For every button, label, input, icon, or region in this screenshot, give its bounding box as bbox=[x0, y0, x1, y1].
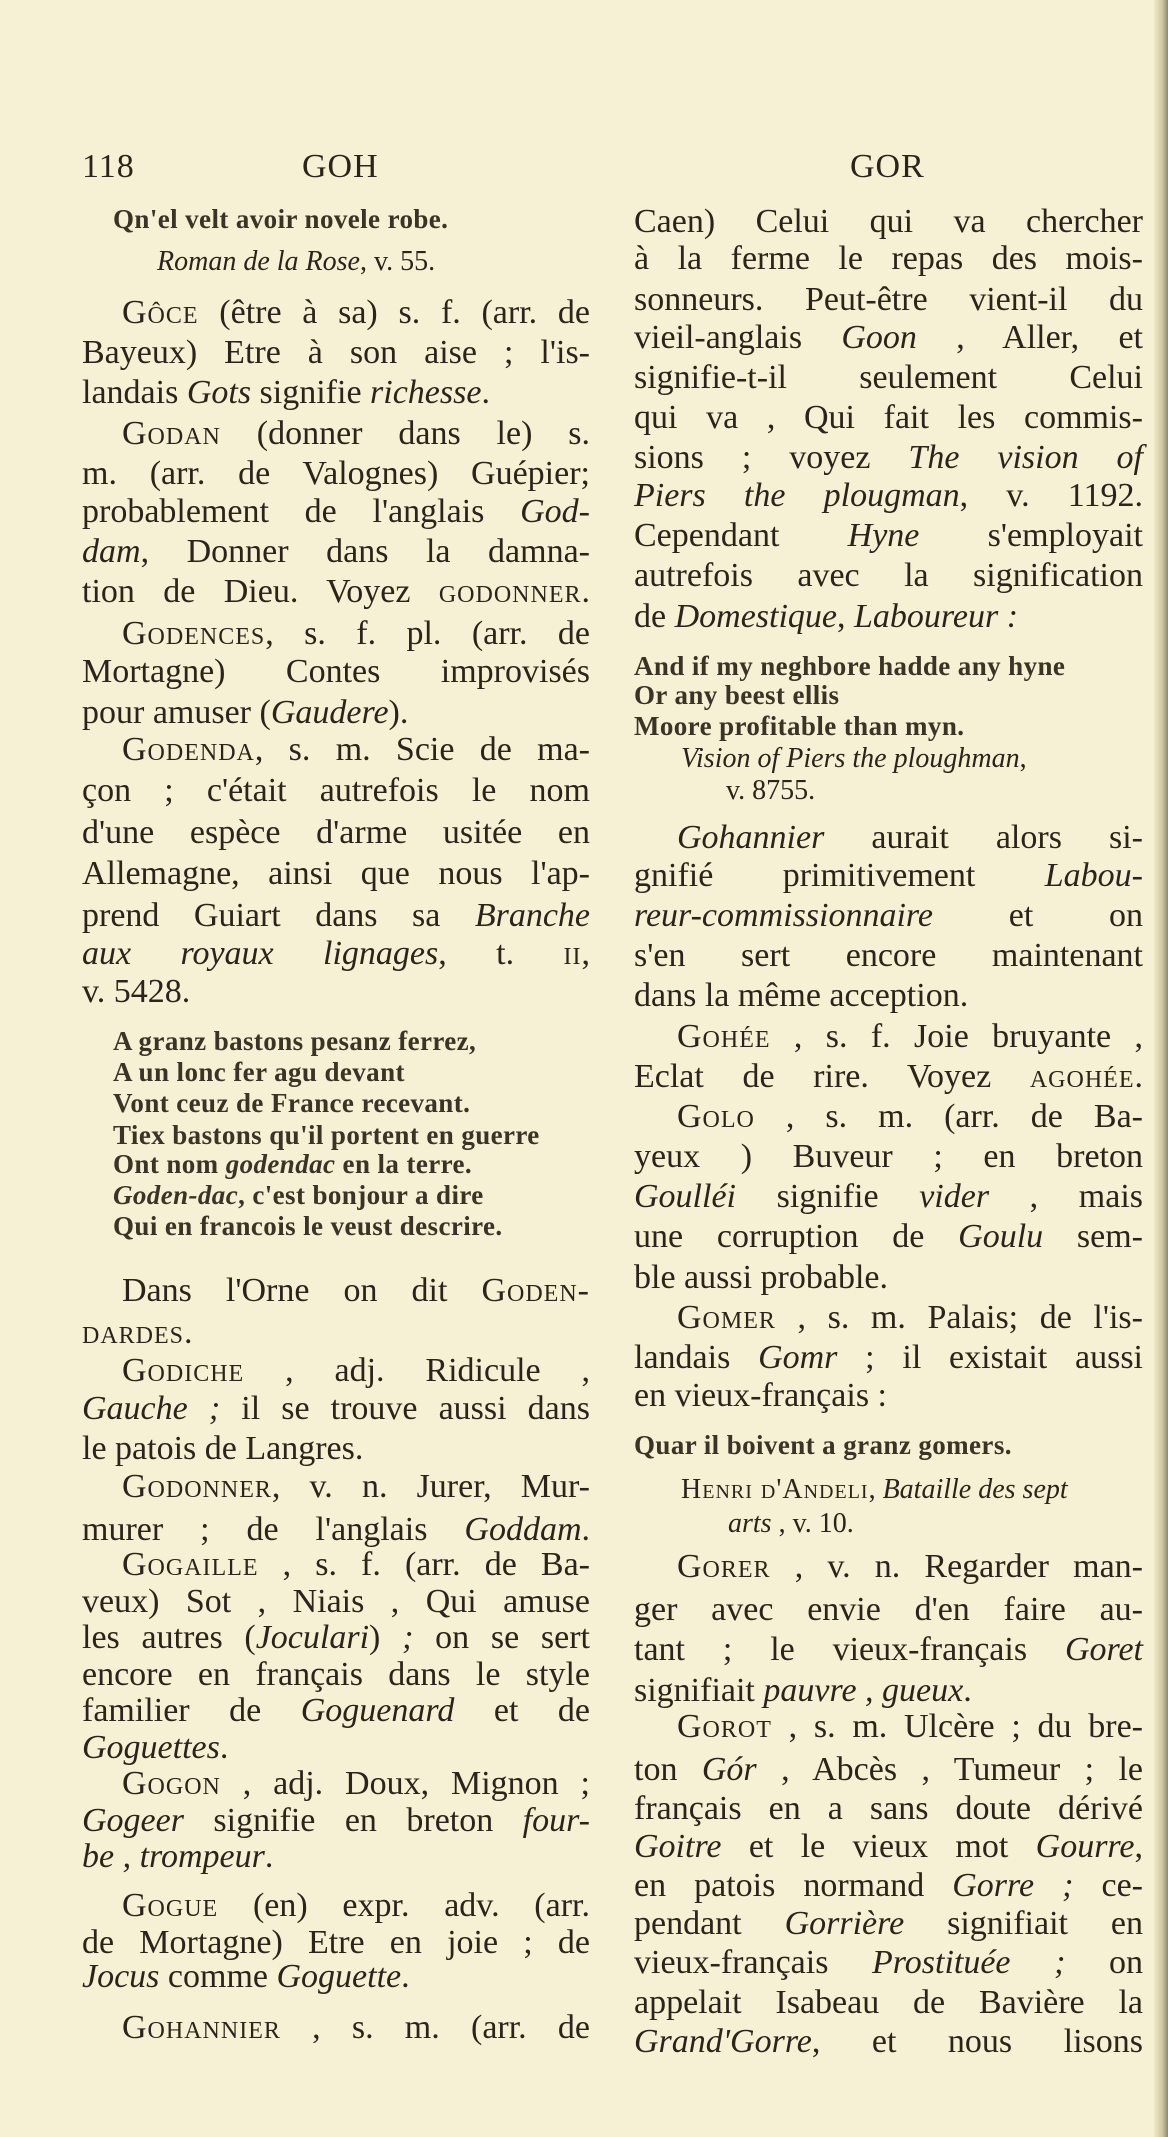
headword: Gogue bbox=[122, 1887, 219, 1924]
text-run: landais bbox=[82, 374, 187, 411]
italic-run: be , trompeur bbox=[82, 1838, 265, 1875]
text-run: . bbox=[1134, 1058, 1143, 1095]
text-run: , s. f. (arr. de Ba- bbox=[258, 1546, 590, 1583]
text-run: veux) Sot , Niais , Qui amuse bbox=[82, 1583, 590, 1620]
italic-run: ; bbox=[402, 1619, 436, 1656]
headword: Gorot bbox=[677, 1708, 772, 1745]
text-run: Caen) Celui qui va chercher bbox=[634, 203, 1143, 240]
text-line bbox=[634, 1376, 1143, 1416]
text-run: , s. f. pl. (arr. de bbox=[265, 615, 590, 652]
italic-run: Labou- bbox=[1044, 857, 1143, 894]
text-line bbox=[82, 492, 590, 532]
text-line bbox=[634, 1789, 1143, 1829]
italic-run: vider bbox=[919, 1178, 990, 1215]
text-run: s'en sert encore maintenant bbox=[634, 937, 1143, 974]
cross-reference: agohée bbox=[1029, 1058, 1135, 1095]
text-line bbox=[82, 333, 590, 373]
headword: Godences bbox=[122, 615, 266, 652]
text-run: et on bbox=[933, 897, 1143, 934]
text-run: , v. 55. bbox=[359, 246, 436, 277]
text-line bbox=[82, 693, 590, 733]
text-run: signifiait bbox=[634, 1672, 764, 1709]
text-line bbox=[634, 202, 1143, 242]
italic-run: Gohannier bbox=[677, 819, 825, 856]
text-run: aurait alors si- bbox=[824, 819, 1143, 856]
text-run: français en a sans doute dérivé bbox=[634, 1790, 1143, 1827]
italic-run: Gogeer bbox=[82, 1802, 184, 1839]
text-run: , v. n. Jurer, Mur- bbox=[271, 1468, 590, 1505]
text-run: yeux ) Buveur ; en breton bbox=[634, 1138, 1143, 1175]
text-run: autrefois avec la signification bbox=[634, 557, 1143, 594]
text-run: Ont nom bbox=[113, 1149, 226, 1179]
text-line bbox=[677, 1547, 1143, 1587]
verse-line bbox=[113, 199, 590, 239]
text-line bbox=[122, 2008, 590, 2048]
text-run: Dans l'Orne on dit bbox=[122, 1272, 482, 1309]
text-run: . bbox=[481, 374, 490, 411]
text-run: qui va , Qui fait les commis- bbox=[634, 399, 1143, 436]
text-line bbox=[634, 1750, 1143, 1790]
text-run: , bbox=[581, 935, 590, 972]
text-run: signifie-t-il seulement Celui bbox=[634, 359, 1143, 396]
text-run: en la terre. bbox=[335, 1149, 473, 1179]
text-line bbox=[634, 1827, 1143, 1867]
italic-run: Goon bbox=[841, 319, 917, 356]
text-run: , v. 10. bbox=[771, 1508, 854, 1539]
text-line bbox=[82, 1801, 590, 1841]
text-run: sions ; voyez bbox=[634, 439, 909, 476]
text-run: Vont ceuz de France recevant. bbox=[113, 1088, 471, 1118]
text-run: , v. 1192. bbox=[959, 477, 1143, 514]
text-line bbox=[122, 1764, 590, 1804]
text-line bbox=[634, 1671, 1143, 1711]
text-run: ce- bbox=[1073, 1867, 1143, 1904]
text-run: vieux-français bbox=[634, 1944, 873, 1981]
text-run: , adj. Ridicule , bbox=[244, 1352, 590, 1389]
italic-run: Goguettes bbox=[82, 1729, 220, 1766]
text-run: Mortagne) Contes improvisés bbox=[82, 653, 590, 690]
running-header-left: GOH bbox=[302, 148, 379, 185]
text-run: , et nous lisons bbox=[811, 2023, 1143, 2060]
text-run: Bayeux) Etre à son aise ; l'is- bbox=[82, 334, 590, 371]
text-run: Qui en francois le veust descrire. bbox=[113, 1211, 503, 1241]
headword: Godiche bbox=[122, 1352, 245, 1389]
text-line bbox=[677, 818, 1143, 858]
text-line bbox=[634, 1177, 1143, 1217]
text-run: encore en français dans le style bbox=[82, 1656, 590, 1693]
text-line bbox=[634, 936, 1143, 976]
italic-run: Domestique bbox=[674, 598, 838, 635]
italic-run: Hyne bbox=[847, 517, 920, 554]
italic-run: Gaudere bbox=[270, 694, 389, 731]
italic-run: Goden-dac bbox=[113, 1180, 239, 1210]
text-run: . bbox=[581, 573, 590, 610]
text-line bbox=[122, 414, 590, 454]
book-gutter-shadow bbox=[1154, 0, 1168, 2137]
text-line bbox=[634, 239, 1143, 279]
text-run: ). bbox=[388, 694, 409, 731]
headword: Gohée bbox=[677, 1018, 771, 1055]
text-run: de bbox=[634, 598, 675, 635]
text-run: ) bbox=[369, 1619, 403, 1656]
text-run: ble aussi probable. bbox=[634, 1259, 888, 1296]
text-run: on bbox=[1065, 1944, 1143, 1981]
text-line bbox=[122, 1351, 590, 1391]
headword: Gomer bbox=[677, 1299, 776, 1336]
italic-run: Goguenard bbox=[300, 1692, 455, 1729]
text-line bbox=[634, 1943, 1143, 1983]
text-run: pendant bbox=[634, 1905, 785, 1942]
italic-run: arts bbox=[728, 1508, 772, 1539]
text-run: Or any beest ellis bbox=[634, 680, 840, 710]
text-run: , adj. Doux, Mignon ; bbox=[220, 1765, 590, 1802]
text-line bbox=[82, 896, 590, 936]
italic-run: Piers the plougman bbox=[634, 477, 960, 514]
italic-run: Roman de la Rose bbox=[157, 246, 360, 277]
text-run: , mais bbox=[989, 1178, 1144, 1215]
text-line bbox=[634, 1983, 1143, 2023]
text-line bbox=[122, 1886, 590, 1926]
text-line bbox=[82, 854, 590, 894]
italic-run: Gorrière bbox=[784, 1905, 905, 1942]
text-run: . bbox=[963, 1672, 972, 1709]
verse-line bbox=[113, 1206, 590, 1246]
text-line bbox=[82, 1957, 590, 1997]
headword: Godan bbox=[122, 415, 221, 452]
headword: Gohannier bbox=[122, 2009, 281, 2046]
italic-run: Gomr bbox=[758, 1339, 838, 1376]
text-run: en patois normand bbox=[634, 1867, 953, 1904]
text-run: , s. m. (arr. de Ba- bbox=[754, 1098, 1143, 1135]
text-run: tant ; le vieux-français bbox=[634, 1631, 1065, 1668]
italic-run: Joculari bbox=[255, 1619, 370, 1656]
text-run: , bbox=[1134, 1828, 1143, 1865]
italic-run: Goulu bbox=[958, 1218, 1044, 1255]
italic-run: Gorre ; bbox=[952, 1867, 1074, 1904]
italic-run: pauvre , gueux bbox=[763, 1672, 964, 1709]
italic-run: Jocus bbox=[82, 1958, 160, 1995]
cross-reference: ii bbox=[563, 935, 582, 972]
text-run: (donner dans le) s. bbox=[220, 415, 590, 452]
text-line bbox=[82, 1429, 590, 1469]
text-run: , s. m. Palais; de l'is- bbox=[775, 1299, 1143, 1336]
headword: Goden- bbox=[481, 1272, 590, 1309]
text-run: gnifié primitivement bbox=[634, 857, 1045, 894]
italic-run: The vision of bbox=[908, 439, 1143, 476]
text-run: dans la même acception. bbox=[634, 977, 969, 1014]
text-line bbox=[634, 358, 1143, 398]
headword: Gôce bbox=[122, 294, 199, 331]
italic-run: Laboureur : bbox=[854, 598, 1019, 635]
citation-line bbox=[726, 771, 1143, 811]
text-run: à la ferme le repas des mois- bbox=[634, 240, 1143, 277]
text-run: Quar il boivent a granz gomers. bbox=[634, 1430, 1012, 1460]
text-run: çon ; c'était autrefois le nom bbox=[82, 772, 590, 809]
text-run: Moore profitable than myn. bbox=[634, 711, 965, 741]
text-run: sonneurs. Peut-être vient-il du bbox=[634, 281, 1143, 318]
italic-run: Gór bbox=[701, 1751, 757, 1788]
text-run: on se sert bbox=[435, 1619, 590, 1656]
text-run: de Mortagne) Etre en joie ; de bbox=[82, 1924, 590, 1961]
headword: Godenda bbox=[122, 731, 255, 768]
headword: Henri d'Andeli bbox=[681, 1474, 869, 1505]
text-run: et le vieux mot bbox=[721, 1828, 1036, 1865]
text-line bbox=[122, 1545, 590, 1585]
text-run: probablement de l'anglais bbox=[82, 493, 521, 530]
italic-run: Branche bbox=[474, 897, 590, 934]
text-run: ger avec envie d'en faire au- bbox=[634, 1591, 1143, 1628]
text-run: , bbox=[868, 1474, 883, 1505]
text-run: s'employait bbox=[919, 517, 1143, 554]
text-line bbox=[634, 516, 1143, 556]
text-line bbox=[634, 1866, 1143, 1906]
text-run: en vieux-français : bbox=[634, 1377, 887, 1414]
text-line bbox=[82, 454, 590, 494]
text-line bbox=[677, 1298, 1143, 1338]
italic-run: Goret bbox=[1064, 1631, 1143, 1668]
italic-run: Prostituée ; bbox=[872, 1944, 1066, 1981]
text-line bbox=[634, 556, 1143, 596]
text-line bbox=[82, 1691, 590, 1731]
text-line bbox=[634, 476, 1143, 516]
text-run: vieil-anglais bbox=[634, 319, 842, 356]
text-run: Cependant bbox=[634, 517, 848, 554]
text-line bbox=[634, 2022, 1143, 2062]
italic-run: Gauche ; bbox=[82, 1390, 221, 1427]
text-run: , v. n. Regarder man- bbox=[770, 1548, 1143, 1585]
text-run: A un lonc fer agu devant bbox=[113, 1057, 405, 1087]
text-line bbox=[677, 1707, 1143, 1747]
running-header-right: GOR bbox=[850, 148, 925, 185]
text-line bbox=[82, 1510, 590, 1550]
italic-run: godendac bbox=[225, 1149, 336, 1179]
text-run: landais bbox=[634, 1339, 759, 1376]
text-line bbox=[634, 398, 1143, 438]
text-run: signifiait en bbox=[904, 1905, 1143, 1942]
text-line bbox=[122, 1467, 590, 1507]
italic-run: Vision of Piers the ploughman bbox=[681, 743, 1020, 774]
text-run: sem- bbox=[1043, 1218, 1144, 1255]
text-line bbox=[82, 1313, 590, 1353]
headword: Golo bbox=[677, 1098, 755, 1135]
text-line bbox=[82, 771, 590, 811]
text-line bbox=[634, 1217, 1143, 1257]
text-run: appelait Isabeau de Bavière la bbox=[634, 1984, 1143, 2021]
italic-run: God- bbox=[520, 493, 590, 530]
text-run: v. 8755. bbox=[726, 775, 816, 806]
page-number: 118 bbox=[82, 148, 135, 185]
text-run: ; il existait aussi bbox=[837, 1339, 1143, 1376]
text-line bbox=[634, 976, 1143, 1016]
text-run: signifie bbox=[735, 1178, 920, 1215]
headword: Godonner bbox=[122, 1468, 272, 1505]
text-line bbox=[634, 1057, 1143, 1097]
text-line bbox=[82, 1655, 590, 1695]
text-run: , c'est bonjour a dire bbox=[238, 1180, 484, 1210]
text-line bbox=[677, 1097, 1143, 1137]
text-line bbox=[634, 318, 1143, 358]
italic-run: four- bbox=[522, 1802, 590, 1839]
text-line bbox=[82, 813, 590, 853]
text-run: prend Guiart dans sa bbox=[82, 897, 475, 934]
text-line bbox=[634, 1338, 1143, 1378]
text-line bbox=[634, 1137, 1143, 1177]
text-run: d'une espèce d'arme usitée en bbox=[82, 814, 590, 851]
text-run: les autres ( bbox=[82, 1619, 256, 1656]
text-line bbox=[634, 1258, 1143, 1298]
text-line bbox=[82, 652, 590, 692]
text-line bbox=[82, 1728, 590, 1768]
text-run: Eclat de rire. Voyez bbox=[634, 1058, 1030, 1095]
text-run: m. (arr. de Valognes) Guépier; bbox=[82, 455, 590, 492]
text-line bbox=[82, 532, 590, 572]
text-line bbox=[82, 373, 590, 413]
text-run: , s. f. Joie bruyante , bbox=[770, 1018, 1143, 1055]
italic-run: reur-commissionnaire bbox=[634, 897, 933, 934]
italic-run: Goguette bbox=[276, 1958, 402, 1995]
italic-run: Grand'Gorre bbox=[634, 2023, 812, 2060]
text-run: pour amuser ( bbox=[82, 694, 271, 731]
text-run: . bbox=[581, 1511, 590, 1548]
text-line bbox=[82, 934, 590, 974]
text-run: . bbox=[219, 1729, 229, 1766]
text-run: , Abcès , Tumeur ; le bbox=[756, 1751, 1143, 1788]
citation-line bbox=[728, 1504, 1143, 1544]
text-line bbox=[122, 293, 590, 333]
text-line bbox=[82, 1618, 590, 1658]
text-line bbox=[634, 856, 1143, 896]
italic-run: Goulléi bbox=[634, 1178, 736, 1215]
citation-line bbox=[157, 242, 590, 282]
text-line bbox=[634, 1904, 1143, 1944]
cross-reference: godonner bbox=[438, 573, 582, 610]
italic-run: Gots bbox=[186, 374, 252, 411]
text-run: , s. m. (arr. de bbox=[280, 2009, 590, 2046]
text-run: le patois de Langres. bbox=[82, 1430, 364, 1467]
text-line bbox=[82, 1389, 590, 1429]
text-run: signifie en breton bbox=[183, 1802, 523, 1839]
text-run: il se trouve aussi dans bbox=[220, 1390, 590, 1427]
text-run: ton bbox=[634, 1751, 702, 1788]
text-line bbox=[122, 1271, 590, 1311]
italic-run: Goddam bbox=[464, 1511, 582, 1548]
text-run: . bbox=[264, 1838, 274, 1875]
cross-reference: dardes. bbox=[82, 1314, 194, 1351]
text-line bbox=[122, 614, 590, 654]
text-run: Qn'el velt avoir novele robe. bbox=[113, 204, 449, 234]
headword: Gogon bbox=[122, 1765, 221, 1802]
text-run: , Donner dans la damna- bbox=[140, 533, 590, 570]
text-run: Tiex bastons qu'il portent en guerre bbox=[113, 1120, 540, 1150]
italic-run: richesse bbox=[370, 374, 482, 411]
text-line bbox=[82, 1837, 590, 1877]
text-run: , s. m. Scie de ma- bbox=[254, 731, 590, 768]
text-line bbox=[82, 572, 590, 612]
italic-run: aux royaux lignages bbox=[82, 935, 439, 972]
text-run: Allemagne, ainsi que nous l'ap- bbox=[82, 855, 590, 892]
text-run: une corruption de bbox=[634, 1218, 959, 1255]
text-run: , Aller, et bbox=[916, 319, 1143, 356]
text-line bbox=[634, 1630, 1143, 1670]
text-line bbox=[634, 1590, 1143, 1630]
text-run: v. 5428. bbox=[82, 973, 191, 1010]
text-line bbox=[634, 896, 1143, 936]
text-run: murer ; de l'anglais bbox=[82, 1511, 465, 1548]
italic-run: Bataille des sept bbox=[882, 1474, 1068, 1505]
text-line bbox=[82, 1582, 590, 1622]
text-line bbox=[677, 1017, 1143, 1057]
text-run: signifie bbox=[251, 374, 371, 411]
text-run: (en) expr. adv. (arr. bbox=[218, 1887, 590, 1924]
text-line bbox=[122, 730, 590, 770]
italic-run: Gourre bbox=[1035, 1828, 1135, 1865]
text-line bbox=[634, 597, 1143, 637]
text-run: , bbox=[837, 598, 855, 635]
headword: Gogaille bbox=[122, 1546, 259, 1583]
text-run: A granz bastons pesanz ferrez, bbox=[113, 1026, 477, 1056]
text-run: , s. m. Ulcère ; du bre- bbox=[771, 1708, 1143, 1745]
text-run: (être à sa) s. f. (arr. de bbox=[198, 294, 590, 331]
text-line bbox=[82, 972, 590, 1012]
italic-run: dam bbox=[82, 533, 141, 570]
headword: Gorer bbox=[677, 1548, 771, 1585]
text-run: , bbox=[1019, 743, 1027, 774]
text-run: comme bbox=[159, 1958, 277, 1995]
text-run: And if my neghbore hadde any hyne bbox=[634, 651, 1066, 681]
text-run: . bbox=[401, 1958, 410, 1995]
text-line bbox=[634, 438, 1143, 478]
text-line bbox=[634, 280, 1143, 320]
text-run: tion de Dieu. Voyez bbox=[82, 573, 439, 610]
text-run: , t. bbox=[438, 935, 564, 972]
text-run: et de bbox=[454, 1692, 590, 1729]
italic-run: Goitre bbox=[634, 1828, 722, 1865]
text-run: familier de bbox=[82, 1692, 301, 1729]
verse-line bbox=[634, 1425, 1143, 1465]
